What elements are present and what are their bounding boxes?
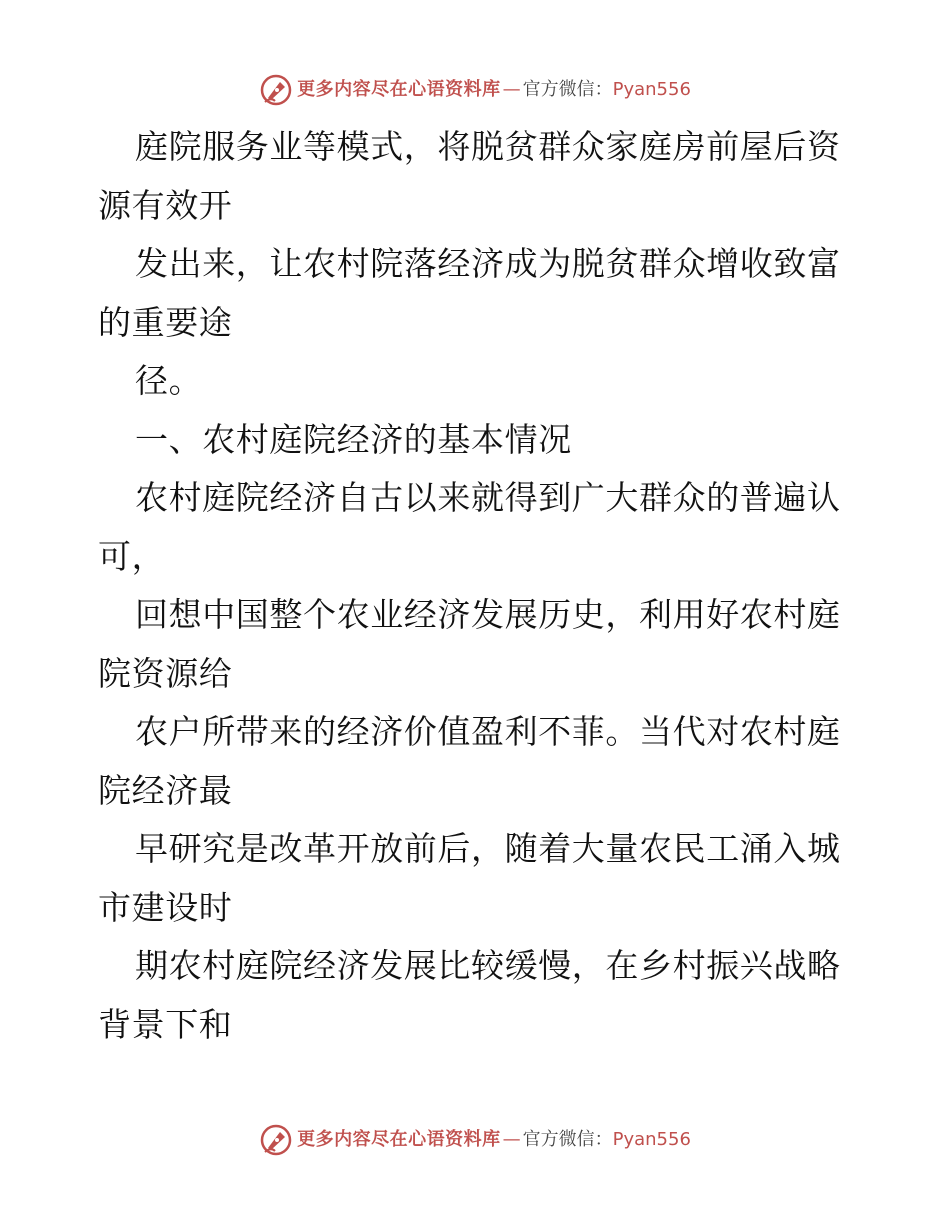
pen-nib-logo-icon — [259, 1123, 293, 1157]
body-line: 农户所带来的经济价值盈利不菲。当代对农村庭 — [135, 712, 841, 751]
body-line: 农村庭院经济自古以来就得到广大群众的普遍认 — [135, 478, 841, 517]
pen-nib-logo-icon — [259, 73, 293, 107]
body-line: 的重要途 — [98, 302, 233, 342]
footer-brand-text: 更多内容尽在心语资料库 — [297, 1129, 501, 1150]
document-body — [98, 118, 852, 1054]
header-wechat-label: 官方微信： — [522, 79, 613, 100]
body-line: 径。 — [135, 361, 203, 400]
body-line: 回想中国整个农业经济发展历史，利用好农村庭 — [135, 595, 841, 634]
body-line: 早研究是改革开放前后，随着大量农民工涌入城 — [135, 829, 841, 868]
footer-wechat-label: 官方微信： — [522, 1129, 613, 1150]
body-line: 源有效开 — [98, 185, 233, 225]
footer-watermark — [0, 1120, 950, 1160]
body-line: 市建设时 — [98, 887, 233, 927]
header-brand-text: 更多内容尽在心语资料库 — [297, 79, 501, 100]
header-wechat-id: Pyan556 — [612, 79, 691, 100]
footer-wechat-id: Pyan556 — [612, 1129, 691, 1150]
body-line: 背景下和 — [98, 1004, 233, 1044]
body-line: 发出来，让农村院落经济成为脱贫群众增收致富 — [135, 244, 841, 283]
section-heading: 一、农村庭院经济的基本情况 — [135, 419, 572, 459]
header-dash: — — [502, 79, 521, 100]
footer-dash: — — [502, 1129, 521, 1150]
body-line: 院资源给 — [98, 653, 233, 693]
body-line: 可， — [98, 536, 166, 576]
body-line: 庭院服务业等模式，将脱贫群众家庭房前屋后资 — [135, 127, 841, 166]
body-line: 期农村庭院经济发展比较缓慢，在乡村振兴战略 — [135, 946, 841, 985]
body-line: 院经济最 — [98, 770, 233, 810]
header-watermark — [0, 70, 950, 110]
